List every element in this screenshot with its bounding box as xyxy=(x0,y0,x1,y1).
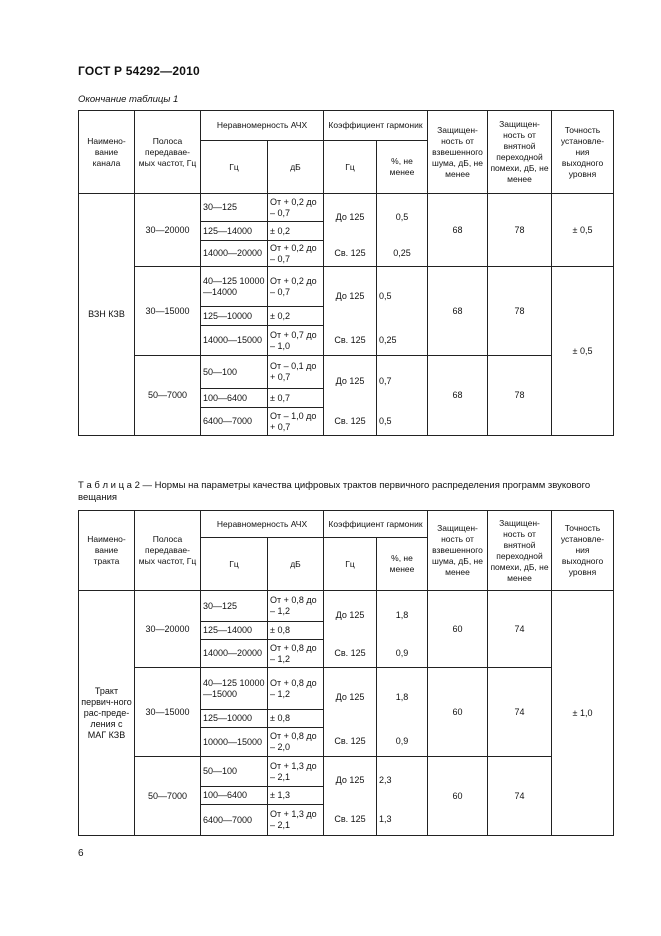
noise-cell: 68 xyxy=(428,356,488,436)
noise-cell: 60 xyxy=(428,668,488,757)
crosstalk-cell: 78 xyxy=(488,356,552,436)
harm-pct-cell: 0,25 xyxy=(377,326,428,356)
header-harm-pct: %, не менее xyxy=(377,141,428,194)
db-cell: От + 0,2 до – 0,7 xyxy=(268,194,324,222)
table1-caption: Окончание таблицы 1 xyxy=(78,94,179,105)
channel-name: ВЗН КЗВ xyxy=(79,194,135,436)
db-cell: ± 0,2 xyxy=(268,222,324,241)
header-unev-db: дБ xyxy=(268,538,324,591)
db-cell: ± 0,7 xyxy=(268,389,324,408)
noise-cell: 60 xyxy=(428,757,488,836)
tract-name: Тракт первич-ного рас-преде-ления с МАГ КЗВ xyxy=(79,591,135,836)
db-cell: От + 0,2 до – 0,7 xyxy=(268,241,324,267)
harm-pct-cell: 1,3 xyxy=(377,805,428,836)
table-1 xyxy=(78,110,614,436)
harm-pct-cell: 2,3 xyxy=(377,757,428,805)
db-cell: От + 1,3 до – 2,1 xyxy=(268,805,324,836)
crosstalk-cell: 74 xyxy=(488,591,552,668)
freq-cell: 125—14000 xyxy=(201,222,268,241)
header-band: Полоса передавае-мых частот, Гц xyxy=(135,511,201,591)
harm-freq-cell: Св. 125 xyxy=(324,408,377,436)
header-unev-hz: Гц xyxy=(201,538,268,591)
db-cell: От + 0,2 до – 0,7 xyxy=(268,267,324,307)
noise-cell: 68 xyxy=(428,267,488,356)
noise-cell: 68 xyxy=(428,194,488,267)
freq-cell: 100—6400 xyxy=(201,787,268,805)
header-unevenness: Неравномерность АЧХ xyxy=(201,111,324,141)
db-cell: От – 0,1 до + 0,7 xyxy=(268,356,324,389)
harm-freq-cell: Св. 125 xyxy=(324,241,377,267)
harm-freq-cell: До 125 xyxy=(324,356,377,408)
band-cell: 30—20000 xyxy=(135,591,201,668)
db-cell: ± 0,8 xyxy=(268,710,324,728)
freq-cell: 50—100 xyxy=(201,356,268,389)
band-cell: 30—15000 xyxy=(135,267,201,356)
freq-cell: 40—125 10000—14000 xyxy=(201,267,268,307)
noise-cell: 60 xyxy=(428,591,488,668)
header-noise: Защищен-ность от взвешенного шума, дБ, не менее xyxy=(428,511,488,591)
header-band: Полоса передавае-мых частот, Гц xyxy=(135,111,201,194)
db-cell: От + 0,8 до – 1,2 xyxy=(268,591,324,622)
harm-freq-cell: До 125 xyxy=(324,591,377,640)
harm-pct-cell: 0,5 xyxy=(377,194,428,241)
harm-freq-cell: До 125 xyxy=(324,757,377,805)
harm-pct-cell: 0,5 xyxy=(377,408,428,436)
accuracy-cell: ± 1,0 xyxy=(552,591,614,836)
freq-cell: 50—100 xyxy=(201,757,268,787)
freq-cell: 6400—7000 xyxy=(201,408,268,436)
header-unev-hz: Гц xyxy=(201,141,268,194)
freq-cell: 10000—15000 xyxy=(201,728,268,757)
freq-cell: 125—14000 xyxy=(201,622,268,640)
header-crosstalk: Защищен-ность от внятной переходной помехи, дБ, не менее xyxy=(488,111,552,194)
harm-freq-cell: До 125 xyxy=(324,668,377,728)
harm-pct-cell: 0,5 xyxy=(377,267,428,326)
header-accuracy: Точность установле-ния выходного уровня xyxy=(552,511,614,591)
crosstalk-cell: 74 xyxy=(488,757,552,836)
freq-cell: 30—125 xyxy=(201,194,268,222)
db-cell: От + 0,7 до – 1,0 xyxy=(268,326,324,356)
freq-cell: 100—6400 xyxy=(201,389,268,408)
header-harm-hz: Гц xyxy=(324,141,377,194)
header-unevenness: Неравномерность АЧХ xyxy=(201,511,324,538)
db-cell: От + 0,8 до – 2,0 xyxy=(268,728,324,757)
accuracy-cell: ± 0,5 xyxy=(552,267,614,436)
freq-cell: 14000—20000 xyxy=(201,640,268,668)
header-harm-hz: Гц xyxy=(324,538,377,591)
freq-cell: 14000—20000 xyxy=(201,241,268,267)
header-harmonics: Коэффициент гармоник xyxy=(324,511,428,538)
db-cell: От + 1,3 до – 2,1 xyxy=(268,757,324,787)
crosstalk-cell: 74 xyxy=(488,668,552,757)
accuracy-cell: ± 0,5 xyxy=(552,194,614,267)
band-cell: 50—7000 xyxy=(135,757,201,836)
harm-freq-cell: До 125 xyxy=(324,267,377,326)
db-cell: ± 1,3 xyxy=(268,787,324,805)
table-2 xyxy=(78,510,614,836)
crosstalk-cell: 78 xyxy=(488,194,552,267)
header-harmonics: Коэффициент гармоник xyxy=(324,111,428,141)
header-name: Наимено-вание канала xyxy=(79,111,135,194)
band-cell: 30—15000 xyxy=(135,668,201,757)
db-cell: От + 0,8 до – 1,2 xyxy=(268,640,324,668)
band-cell: 50—7000 xyxy=(135,356,201,436)
harm-pct-cell: 0,7 xyxy=(377,356,428,408)
harm-pct-cell: 0,9 xyxy=(377,640,428,668)
freq-cell: 40—125 10000—15000 xyxy=(201,668,268,710)
freq-cell: 125—10000 xyxy=(201,307,268,326)
harm-freq-cell: Св. 125 xyxy=(324,805,377,836)
crosstalk-cell: 78 xyxy=(488,267,552,356)
harm-freq-cell: До 125 xyxy=(324,194,377,241)
header-harm-pct: %, не менее xyxy=(377,538,428,591)
header-name: Наимено-вание тракта xyxy=(79,511,135,591)
header-crosstalk: Защищен-ность от внятной переходной помехи, дБ, не менее xyxy=(488,511,552,591)
freq-cell: 6400—7000 xyxy=(201,805,268,836)
harm-freq-cell: Св. 125 xyxy=(324,728,377,757)
db-cell: ± 0,2 xyxy=(268,307,324,326)
freq-cell: 30—125 xyxy=(201,591,268,622)
header-accuracy: Точность установле-ния выходного уровня xyxy=(552,111,614,194)
harm-freq-cell: Св. 125 xyxy=(324,640,377,668)
harm-pct-cell: 0,9 xyxy=(377,728,428,757)
freq-cell: 14000—15000 xyxy=(201,326,268,356)
header-unev-db: дБ xyxy=(268,141,324,194)
page-number: 6 xyxy=(78,848,84,859)
harm-freq-cell: Св. 125 xyxy=(324,326,377,356)
harm-pct-cell: 0,25 xyxy=(377,241,428,267)
freq-cell: 125—10000 xyxy=(201,710,268,728)
document-header: ГОСТ Р 54292—2010 xyxy=(78,64,200,78)
header-noise: Защищен-ность от взвешенного шума, дБ, не менее xyxy=(428,111,488,194)
db-cell: От + 0,8 до – 1,2 xyxy=(268,668,324,710)
db-cell: ± 0,8 xyxy=(268,622,324,640)
band-cell: 30—20000 xyxy=(135,194,201,267)
table2-caption: Т а б л и ц а 2 — Нормы на параметры качества цифровых трактов первичного распределения программ звукового вещания xyxy=(78,480,591,503)
harm-pct-cell: 1,8 xyxy=(377,668,428,728)
harm-pct-cell: 1,8 xyxy=(377,591,428,640)
db-cell: От – 1,0 до + 0,7 xyxy=(268,408,324,436)
